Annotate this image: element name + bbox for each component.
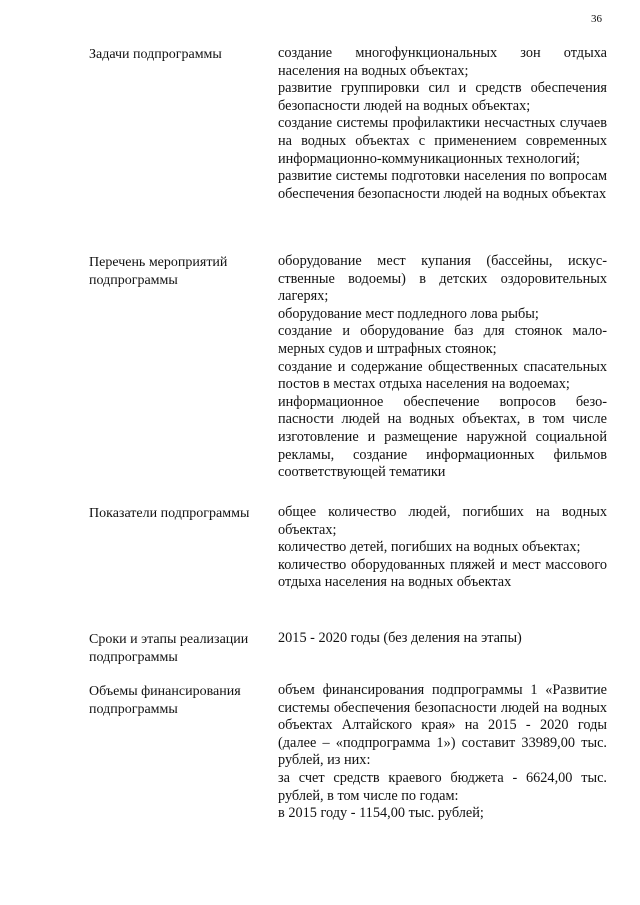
list-item: развитие системы подготовки населения по вопросам обеспечения безопасности людей на водных объектах [278, 168, 607, 202]
page-number: 36 [591, 13, 602, 25]
list-item: создание и оборудование баз для стоянок маломерных судов и штрафных стоянок; [278, 323, 607, 357]
list-item: в 2015 году - 1154,00 тыс. рублей; [278, 805, 484, 822]
list-item: создание многофункциональных зон отдыха населения на водных объектах; [278, 45, 607, 79]
section-content [278, 253, 607, 482]
list-item: создание системы профилактики несчастных случаев на водных объектах с применением современных информационно-коммуникационных технологий; [278, 115, 607, 167]
section-events [89, 253, 607, 504]
list-item: общее количество людей, погибших на водных объектах; [278, 504, 607, 538]
section-terms [89, 630, 607, 682]
list-item: количество детей, погибших на водных объектах; [278, 539, 581, 556]
section-label: Объемы финансирования подпрограммы [89, 684, 241, 717]
list-item: оборудование мест купания (бассейны, искусственные водоемы) в детских оздоровительных лагерях; [278, 253, 607, 305]
section-funding [89, 682, 607, 823]
section-label: Показатели подпрограммы [89, 506, 250, 521]
section-label: Перечень мероприятий подпрограммы [89, 255, 228, 288]
list-item: оборудование мест подледного лова рыбы; [278, 305, 539, 322]
section-content [278, 45, 607, 203]
list-item: создание и содержание общественных спасательных постов в местах отдыха населения на водоемах; [278, 358, 607, 393]
list-item: 2015 - 2020 годы (без деления на этапы) [278, 630, 522, 646]
list-item: развитие группировки сил и средств обеспечения безопасности людей на водных объектах; [278, 80, 607, 114]
section-content [278, 504, 607, 592]
section-indicators [89, 504, 607, 630]
list-item: объем финансирования подпрограммы 1 «Развитие системы обеспечения безопасности людей на водных объектах Алтайского края» на 2015 - 2020 годы (далее – «подпрограмма 1») составит 33989,00 тыс. рублей, из них: [278, 682, 607, 769]
passport-table [89, 45, 607, 823]
section-label: Задачи подпрограммы [89, 47, 222, 62]
section-label: Сроки и этапы реализации подпрограммы [89, 632, 249, 665]
section-content [278, 630, 607, 648]
list-item: информационное обеспечение вопросов безопасности людей на водных объектах, в том числе изготовление и размещение наружной социальной рекламы, создание информационных фильмов соответствующей тематики [278, 393, 607, 481]
section-content [278, 682, 607, 823]
list-item: за счет средств краевого бюджета - 6624,00 тыс. рублей, в том числе по годам: [278, 769, 607, 804]
section-tasks [89, 45, 607, 253]
list-item: количество оборудованных пляжей и мест массового отдыха населения на водных объектах [278, 556, 607, 591]
